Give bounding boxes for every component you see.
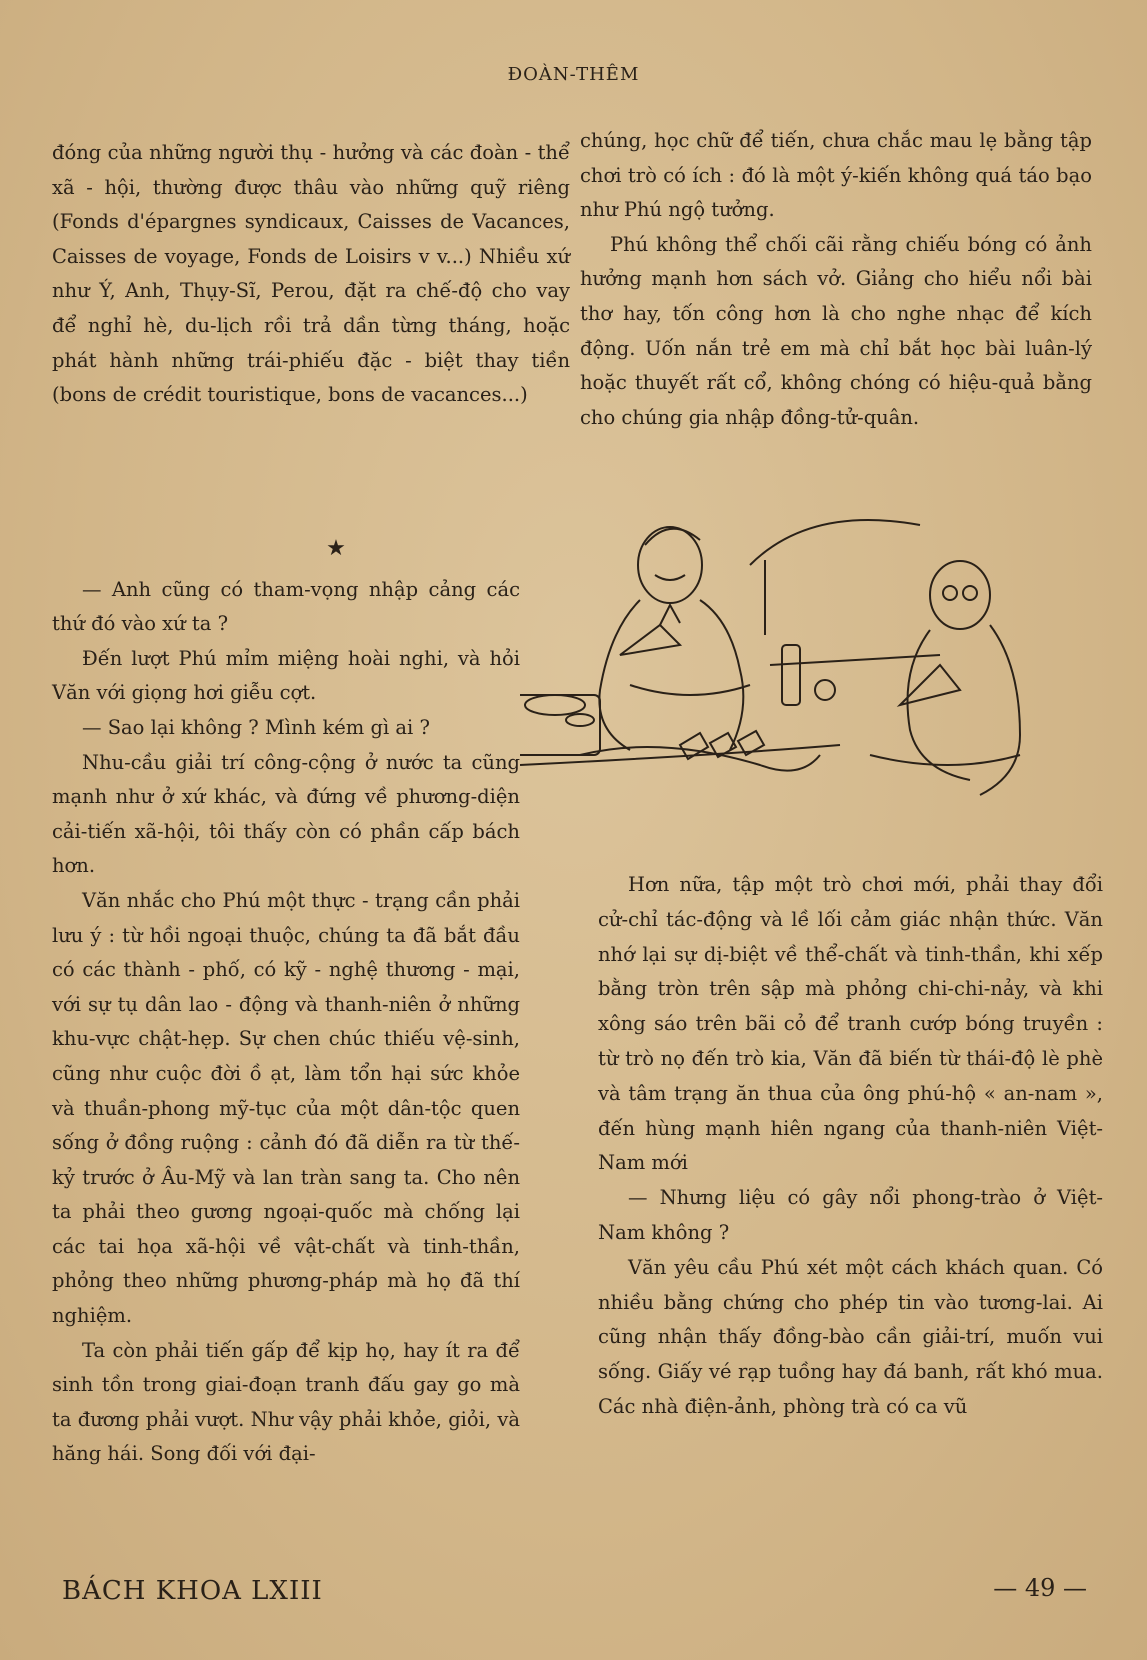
- paragraph: chúng, học chữ để tiến, chưa chắc mau lẹ bằng tập chơi trò có ích : đó là một ý-kiến không quá táo bạo như Phú ngộ tưởng.: [580, 129, 1092, 222]
- paragraph: Hơn nữa, tập một trò chơi mới, phải thay đổi cử-chỉ tác-động và lề lối cảm giác nhận thức. Văn nhớ lại sự dị-biệt về thể-chất và tinh-thần, khi xếp bằng tròn trên sập mà phỏng chi-chi-nảy, và khi xông sáo trên bãi cỏ để tranh cướp bóng truyền : từ trò nọ đến trò kia, Văn đã biến từ thái-độ lè phè và tâm trạng ăn thua của ông phú-hộ « an-nam », đến hùng mạnh hiên ngang của thanh-niên Việt-Nam mới: [598, 873, 1103, 1175]
- dialogue-line: — Nhưng liệu có gây nổi phong-trào ở Việt-Nam không ?: [598, 1186, 1103, 1244]
- page-number: — 49 —: [993, 1574, 1087, 1602]
- left-column-lower: [52, 530, 520, 1472]
- illustration-two-men-playing-cards: [520, 505, 1100, 835]
- right-column-top: [580, 124, 1092, 435]
- journal-name: BÁCH KHOA LXIII: [62, 1576, 323, 1606]
- section-star: ★: [326, 536, 346, 561]
- paragraph: Đến lượt Phú mỉm miệng hoài nghi, và hỏi Văn với giọng hơi giễu cợt.: [52, 646, 520, 705]
- paragraph: Ta còn phải tiến gấp để kịp họ, hay ít ra để sinh tồn trong giai-đoạn tranh đấu gay go mà ta đương phải vượt. Như vậy phải khỏe, giỏi, và hăng hái. Song đối với đại-: [52, 1338, 520, 1466]
- paragraph: Văn yêu cầu Phú xét một cách khách quan. Có nhiều bằng chứng cho phép tin vào tương-lai. Ai cũng nhận thấy đồng-bào cần giải-trí, muốn vui sống. Giấy vé rạp tuồng hay đá banh, rất khó mua. Các nhà điện-ảnh, phòng trà có ca vũ: [598, 1255, 1103, 1418]
- dialogue-line: — Sao lại không ? Mình kém gì ai ?: [82, 715, 430, 739]
- paragraph: Phú không thể chối cãi rằng chiếu bóng có ảnh hưởng mạnh hơn sách vở. Giảng cho hiểu nổi bài thơ hay, tốn công hơn là cho nghe nhạc để kích động. Uốn nắn trẻ em mà chỉ bắt học bài luân-lý hoặc thuyết rất cổ, không chóng có hiệu-quả bằng cho chúng gia nhập đồng-tử-quân.: [580, 232, 1092, 429]
- paragraph: Văn nhắc cho Phú một thực - trạng cần phải lưu ý : từ hồi ngoại thuộc, chúng ta đã bắt đầu có các thành - phố, có kỹ - nghệ thương - mại, với sự tụ dân lao - động và thanh-niên ở những khu-vực chật-hẹp. Sự chen chúc thiếu vệ-sinh, cũng như cuộc đời ồ ạt, làm tổn hại sức khỏe và thuần-phong mỹ-tục của một dân-tộc quen sống ở đồng ruộng : cảnh đó đã diễn ra từ thế-kỷ trước ở Âu-Mỹ và lan tràn sang ta. Cho nên ta phải theo gương ngoại-quốc mà chống lại các tai họa xã-hội về vật-chất và tinh-thần, phỏng theo những phương-pháp mà họ đã thí nghiệm.: [52, 888, 520, 1328]
- dialogue-line: — Anh cũng có tham-vọng nhập cảng các thứ đó vào xứ ta ?: [52, 577, 520, 636]
- paragraph: đóng của những người thụ - hưởng và các đoàn - thể xã - hội, thường được thâu vào những quỹ riêng (Fonds d'épargnes syndicaux, Caisses de Vacances, Caisses de voyage, Fonds de Loisirs v v...) Nhiều xứ như Ý, Anh, Thụy-Sĩ, Perou, đặt ra chế-độ cho vay để nghỉ hè, du-lịch rồi trả dần từng tháng, hoặc phát hành những trái-phiếu đặc - biệt thay tiền (bons de crédit touristique, bons de vacances...): [52, 141, 570, 407]
- right-column-bottom: [598, 868, 1103, 1425]
- paragraph: Nhu-cầu giải trí công-cộng ở nước ta cũng mạnh như ở xứ khác, và đứng về phương-diện cải-tiến xã-hội, tôi thấy còn có phần cấp bách hơn.: [52, 750, 520, 878]
- running-head: ĐOÀN-THÊM: [507, 64, 640, 85]
- left-column-top: [52, 136, 570, 413]
